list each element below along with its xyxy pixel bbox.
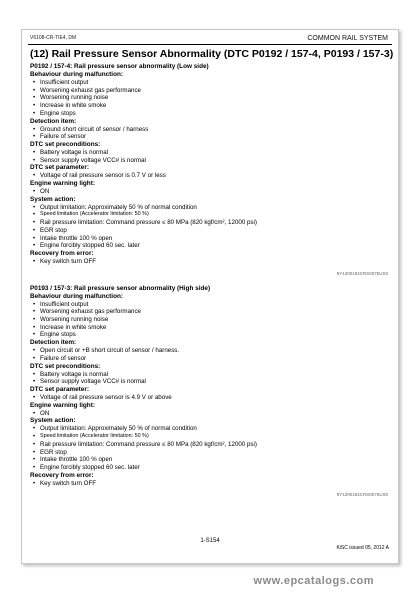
preconditions-heading: DTC set preconditions: <box>30 140 101 148</box>
manual-page <box>21 29 399 564</box>
behaviour-heading: Behaviour during malfunction: <box>30 71 124 78</box>
behaviour-list <box>30 301 390 340</box>
list-item: • Open circuit or +B short circuit of sensor / harness. <box>30 347 390 355</box>
action-list <box>30 425 390 471</box>
list-item: • Worsening exhaust gas performance <box>30 87 390 95</box>
list-item: • Rail pressure limitation: Command pressure ≤ 80 MPa (820 kgf/cm², 12000 psi) <box>30 441 390 449</box>
action-heading: System action: <box>30 195 76 203</box>
parameter-heading: DTC set parameter: <box>30 164 89 172</box>
list-item: • Battery voltage is normal <box>30 371 390 379</box>
preconditions-heading: DTC set preconditions: <box>30 362 101 370</box>
list-item: • Voltage of rail pressure sensor is 4.9 V or above <box>30 394 390 402</box>
recovery-list <box>30 480 390 488</box>
document-code: V6108-CR-TIE4, DM <box>30 35 77 41</box>
issue-info: KiSC issued 05, 2012 A <box>336 545 389 551</box>
list-item: • Failure of sensor <box>30 355 390 363</box>
block-spacer <box>30 277 390 285</box>
parameter-list <box>30 394 390 402</box>
parameter-heading: DTC set parameter: <box>30 385 89 393</box>
recovery-heading: Recovery from error: <box>30 249 94 257</box>
list-item: • Engine stops <box>30 110 390 118</box>
detection-heading: Detection item: <box>30 117 77 125</box>
behaviour-list <box>30 79 390 118</box>
preconditions-list <box>30 149 390 164</box>
list-item: • Intake throttle 100 % open <box>30 456 390 464</box>
page-number: 1-S154 <box>200 538 220 544</box>
list-item: • Battery voltage is normal <box>30 149 390 157</box>
page-title: (12) Rail Pressure Sensor Abnormality (DTC P0192 / 157-4, P0193 / 157-3) <box>30 48 394 60</box>
list-item: • Worsening running noise <box>30 94 390 102</box>
section-title: COMMON RAIL SYSTEM <box>307 35 388 42</box>
page-content <box>30 48 394 498</box>
list-item: • Insufficient output <box>30 79 390 87</box>
header-divider <box>28 44 392 45</box>
list-item: • Speed limitation (Accelerator limitation: 50 %) <box>30 211 390 219</box>
list-item: • ON <box>30 188 390 196</box>
list-item: • Output limitation: Approximately 50 % of normal condition <box>30 425 390 433</box>
action-heading: System action: <box>30 417 76 425</box>
list-item: • Worsening running noise <box>30 316 390 324</box>
list-item: • Increase in white smoke <box>30 324 390 332</box>
list-item: • Speed limitation (Accelerator limitation: 50 %) <box>30 433 390 441</box>
warning-heading: Engine warning light: <box>30 401 95 409</box>
behaviour-heading: Behaviour during malfunction: <box>30 292 124 300</box>
detection-heading: Detection item: <box>30 339 77 347</box>
parameter-list <box>30 172 390 180</box>
detection-list <box>30 347 390 362</box>
dtc-block-high-side <box>30 285 390 499</box>
reference-code: 9Y1200184CRS0075US0 <box>336 270 388 276</box>
list-item: • Engine forcibly stopped 60 sec. later <box>30 464 390 472</box>
list-item: • Ground short circuit of sensor / harness <box>30 126 390 134</box>
list-item: • Key switch turn OFF <box>30 258 390 266</box>
recovery-list <box>30 258 390 266</box>
list-item: • Increase in white smoke <box>30 102 390 110</box>
detection-list <box>30 126 390 141</box>
warning-list <box>30 410 390 418</box>
dtc-subtitle: P0192 / 157-4: Rail pressure sensor abnormality (Low side) <box>30 63 209 70</box>
list-item: • Intake throttle 100 % open <box>30 235 390 243</box>
list-item: • Engine forcibly stopped 60 sec. later <box>30 242 390 250</box>
list-item: • Voltage of rail pressure sensor is 0.7 V or less <box>30 172 390 180</box>
list-item: • Sensor supply voltage VCC# is normal <box>30 157 390 165</box>
list-item: • EGR stop <box>30 449 390 457</box>
list-item: • Sensor supply voltage VCC# is normal <box>30 378 390 386</box>
list-item: • Output limitation: Approximately 50 % of normal condition <box>30 204 390 212</box>
list-item: • Engine stops <box>30 331 390 339</box>
list-item: • Rail pressure limitation: Command pressure ≤ 80 MPa (820 kgf/cm², 12000 psi) <box>30 219 390 227</box>
dtc-block-low-side <box>30 63 390 277</box>
list-item: • Insufficient output <box>30 301 390 309</box>
preconditions-list <box>30 371 390 386</box>
warning-heading: Engine warning light: <box>30 180 95 188</box>
watermark: www.epcatalogs.com <box>253 575 374 587</box>
list-item: • EGR stop <box>30 227 390 235</box>
dtc-subtitle: P0193 / 157-3: Rail pressure sensor abnormality (High side) <box>30 284 211 292</box>
warning-list <box>30 188 390 196</box>
recovery-heading: Recovery from error: <box>30 471 94 479</box>
list-item: • ON <box>30 410 390 418</box>
list-item: • Failure of sensor <box>30 133 390 141</box>
list-item: • Key switch turn OFF <box>30 480 390 488</box>
list-item: • Worsening exhaust gas performance <box>30 308 390 316</box>
reference-code: 9Y1200184CRS0076US0 <box>336 492 388 498</box>
action-list <box>30 204 390 250</box>
